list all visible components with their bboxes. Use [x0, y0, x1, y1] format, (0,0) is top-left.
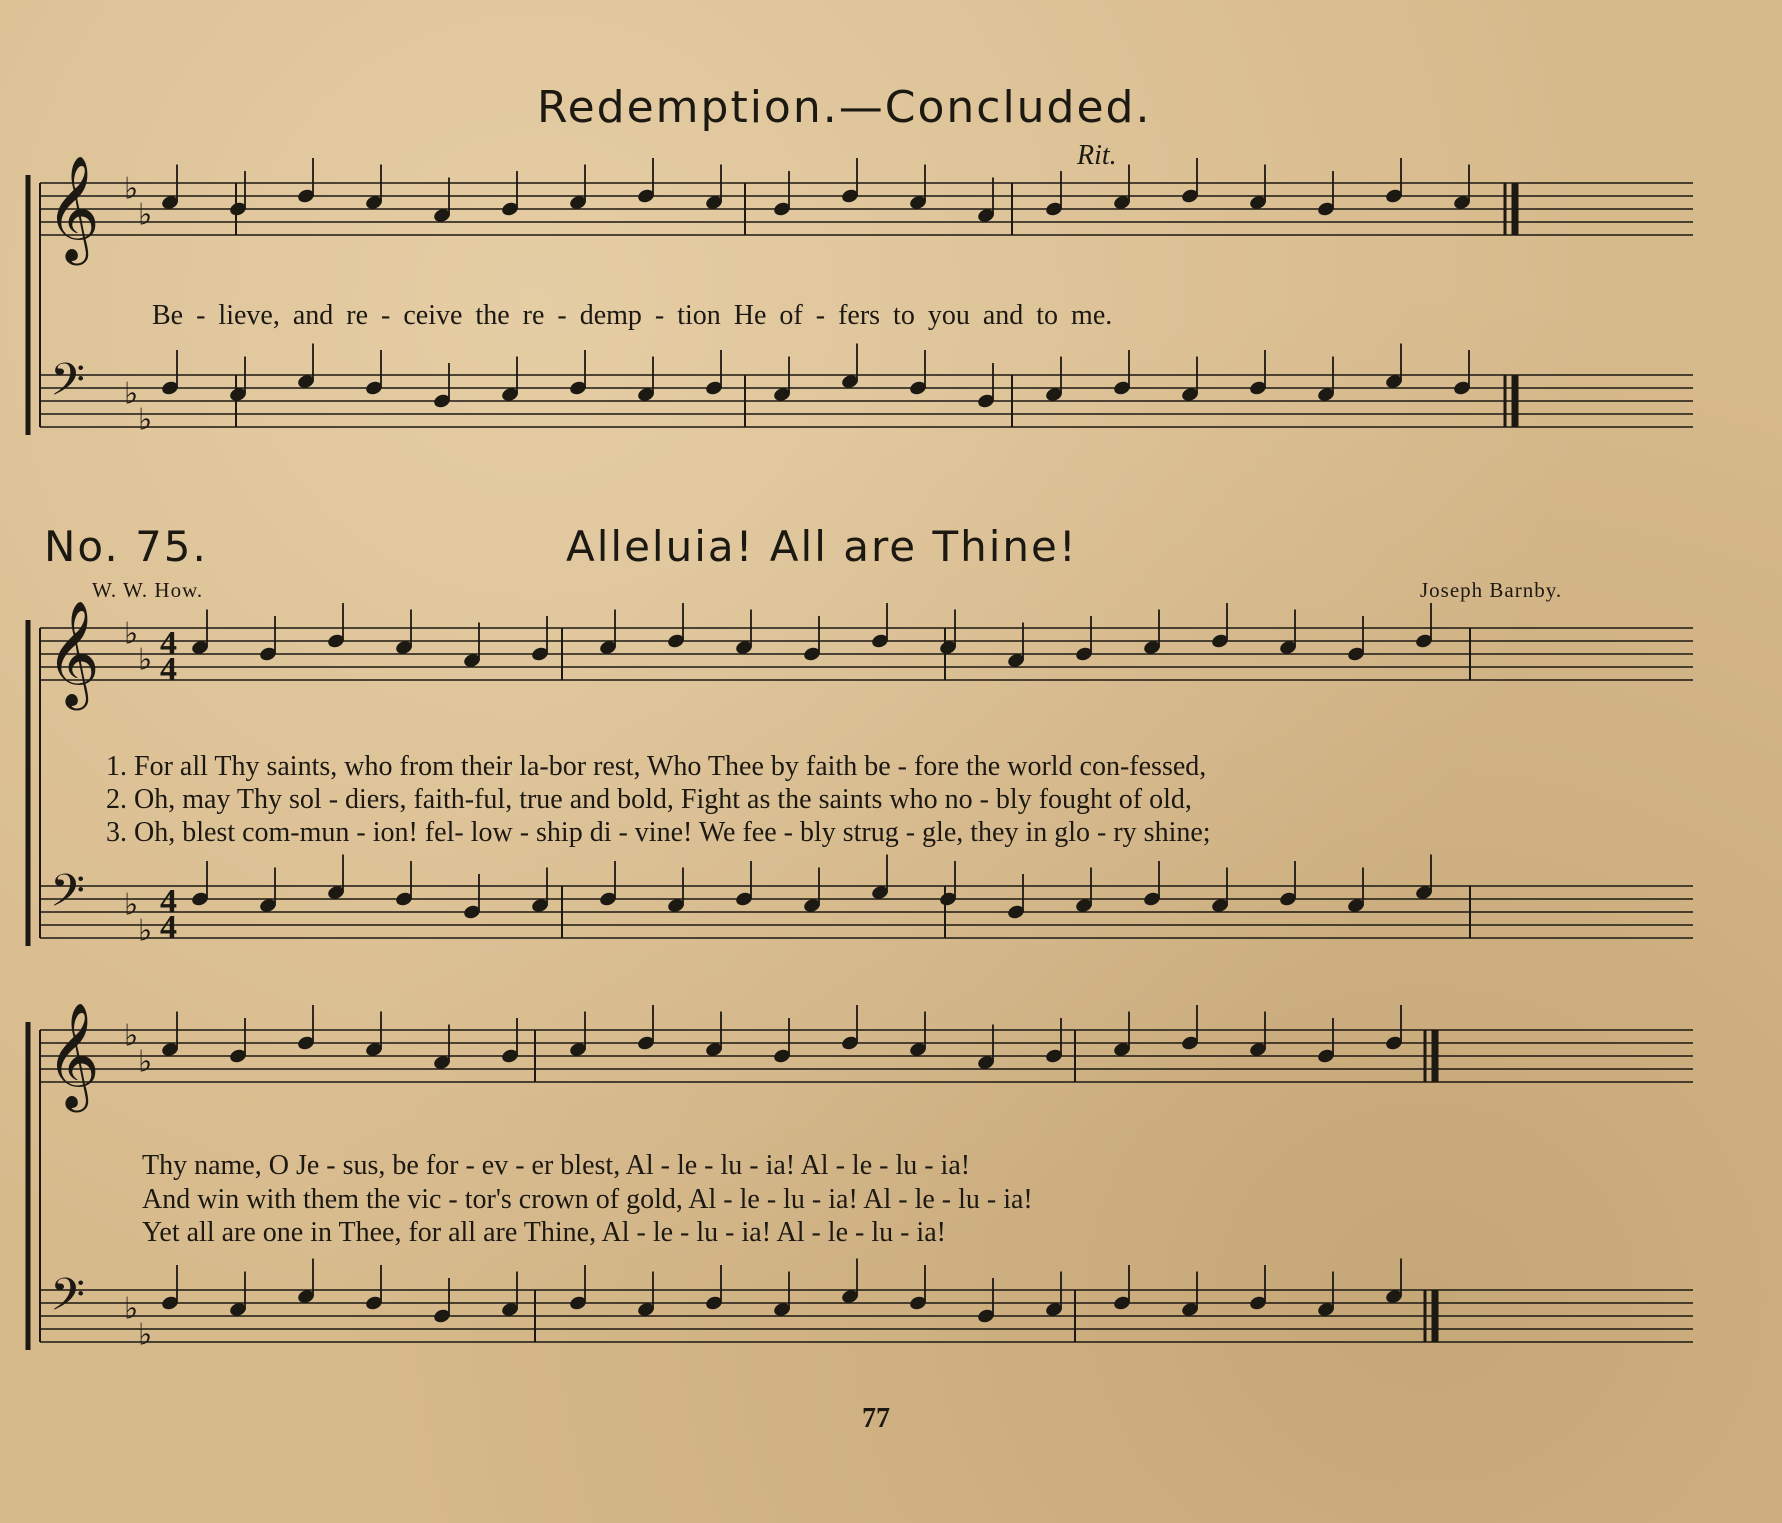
- treble-clef: 𝄞: [46, 155, 100, 261]
- hymn-number: No. 75.: [44, 522, 208, 571]
- flat-sign: ♭: [138, 914, 153, 948]
- bass-clef: 𝄢: [50, 863, 86, 928]
- treble-staff: [40, 1030, 1693, 1082]
- flat-sign: ♭: [138, 643, 153, 677]
- hymn-composer: Joseph Barnby.: [1420, 578, 1563, 602]
- flat-sign: ♭: [138, 198, 153, 232]
- treble-clef: 𝄞: [46, 600, 100, 706]
- previous-hymn-lyric: Be - lieve, and re - ceive the re - demp - tion He of - fers to you and to me.: [152, 300, 1113, 331]
- flat-sign: ♭: [138, 1318, 153, 1352]
- time-signature: 4: [160, 625, 177, 662]
- flat-sign: ♭: [124, 1292, 139, 1326]
- bass-clef: 𝄢: [50, 352, 86, 417]
- flat-sign: ♭: [138, 403, 153, 437]
- flat-sign: ♭: [124, 377, 139, 411]
- treble-staff: [40, 183, 1693, 235]
- page-number: 77: [862, 1403, 890, 1434]
- treble-clef: 𝄞: [46, 1002, 100, 1108]
- flat-sign: ♭: [124, 1019, 139, 1053]
- verse-1-line-2: Thy name, O Je - sus, be for - ev - er blest, Al - le - lu - ia! Al - le - lu - ia!: [142, 1150, 971, 1181]
- verse-1-line-1: 1. For all Thy saints, who from their la-bor rest, Who Thee by faith be - fore the world con-fessed,: [106, 751, 1207, 782]
- time-signature: 4: [160, 883, 177, 920]
- bass-staff: [40, 1290, 1693, 1342]
- verse-2-line-1: 2. Oh, may Thy sol - diers, faith-ful, true and bold, Fight as the saints who no - bly fought of old,: [106, 784, 1192, 815]
- flat-sign: ♭: [138, 1045, 153, 1079]
- tempo-mark: Rit.: [1077, 140, 1117, 171]
- flat-sign: ♭: [124, 888, 139, 922]
- bass-staff: [40, 375, 1693, 427]
- verse-2-line-2: And win with them the vic - tor's crown of gold, Al - le - lu - ia! Al - le - lu - ia!: [142, 1184, 1033, 1215]
- verse-3-line-2: Yet all are one in Thee, for all are Thine, Al - le - lu - ia! Al - le - lu - ia!: [142, 1217, 946, 1248]
- hymn-author: W. W. How.: [92, 578, 204, 602]
- time-signature: 4: [160, 909, 177, 946]
- flat-sign: ♭: [124, 617, 139, 651]
- flat-sign: ♭: [124, 172, 139, 206]
- time-signature: 4: [160, 651, 177, 688]
- bass-staff: [40, 886, 1693, 938]
- treble-staff: [40, 628, 1693, 680]
- verse-3-line-1: 3. Oh, blest com-mun - ion! fel- low - ship di - vine! We fee - bly strug - gle, they in glo - ry shine;: [106, 817, 1211, 848]
- previous-hymn-title: Redemption.—Concluded.: [537, 82, 1152, 133]
- hymn-title: Alleluia! All are Thine!: [566, 522, 1078, 571]
- bass-clef: 𝄢: [50, 1267, 86, 1332]
